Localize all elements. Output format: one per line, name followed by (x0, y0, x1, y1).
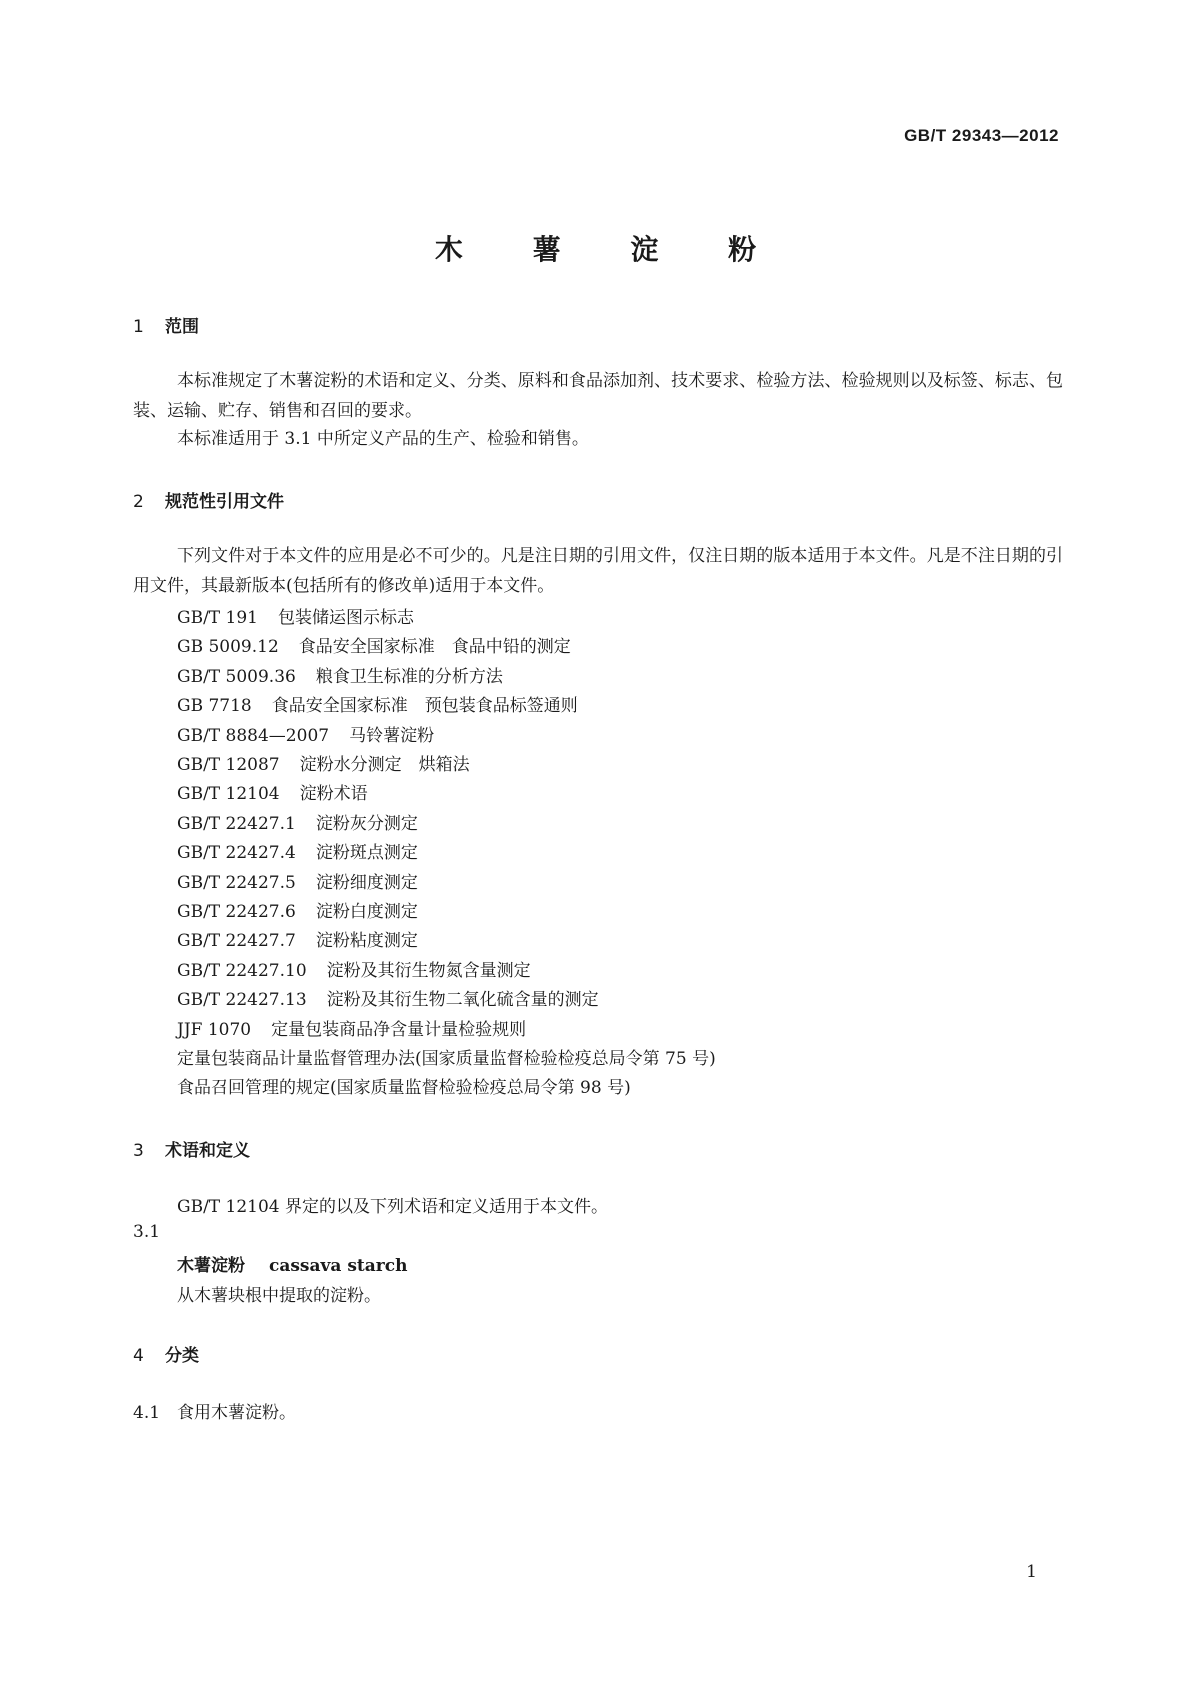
section-title: 分类 (165, 1346, 199, 1366)
reference-item (177, 897, 418, 922)
reference-title: 淀粉及其衍生物氮含量测定 (326, 961, 531, 981)
reference-item (177, 926, 418, 951)
reference-item (177, 779, 368, 804)
normative-intro: 下列文件对于本文件的应用是必不可少的。凡是注日期的引用文件，仅注日期的版本适用于本文件。凡是不注日期的引用文件，其最新版本(包括所有的修改单)适用于本文件。 (133, 546, 1063, 596)
standard-number: GB/T 29343—2012 (904, 126, 1059, 145)
reference-code: GB/T 22427.5 (177, 873, 296, 893)
reference-item (177, 809, 418, 834)
term-chinese: 木薯淀粉 (177, 1256, 245, 1276)
reference-code: GB/T 12104 (177, 784, 280, 804)
section-number: 1 (133, 317, 144, 337)
reference-code: GB/T 191 (177, 608, 258, 628)
section-number: 4 (133, 1346, 144, 1366)
reference-code: JJF 1070 (177, 1020, 252, 1040)
reference-item (177, 1015, 526, 1040)
reference-title: 淀粉斑点测定 (315, 843, 418, 863)
term-entry (177, 1251, 407, 1276)
reference-title: 淀粉灰分测定 (315, 814, 418, 834)
reference-title: 定量包装商品净含量计量检验规则 (271, 1020, 527, 1040)
reference-title: 淀粉粘度测定 (315, 931, 418, 951)
section-title: 范围 (165, 317, 199, 337)
subclause-text: 食用木薯淀粉。 (177, 1403, 296, 1423)
terms-intro: GB/T 12104 界定的以及下列术语和定义适用于本文件。 (177, 1197, 609, 1217)
reference-code: GB/T 8884—2007 (177, 726, 330, 746)
reference-code: GB/T 22427.1 (177, 814, 296, 834)
section-2-heading (133, 487, 284, 512)
reference-title: 淀粉细度测定 (315, 873, 418, 893)
reference-regulation-2: 食品召回管理的规定(国家质量监督检验检疫总局令第 98 号) (177, 1078, 631, 1098)
section-1-heading (133, 312, 199, 337)
reference-title: 淀粉及其衍生物二氧化硫含量的测定 (326, 990, 599, 1010)
reference-code: GB/T 22427.4 (177, 843, 296, 863)
reference-title: 食品安全国家标准 预包装食品标签通则 (271, 696, 578, 716)
reference-code: GB/T 22427.7 (177, 931, 296, 951)
subclause-4-1 (133, 1398, 296, 1423)
reference-code: GB 7718 (177, 696, 252, 716)
reference-title: 淀粉术语 (299, 784, 368, 804)
document-title: 木 薯 淀 粉 (434, 233, 787, 266)
reference-code: GB/T 12087 (177, 755, 280, 775)
scope-paragraph-1: 本标准规定了木薯淀粉的术语和定义、分类、原料和食品添加剂、技术要求、检验方法、检验规则以及标签、标志、包装、运输、贮存、销售和召回的要求。 (133, 371, 1063, 421)
reference-item (177, 721, 434, 746)
reference-item (177, 662, 503, 687)
reference-item (177, 632, 571, 657)
reference-item (177, 691, 578, 716)
reference-title: 淀粉白度测定 (315, 902, 418, 922)
reference-code: GB/T 22427.6 (177, 902, 296, 922)
term-english: cassava starch (269, 1256, 408, 1276)
section-title: 规范性引用文件 (165, 492, 284, 512)
reference-item (177, 603, 414, 628)
reference-code: GB 5009.12 (177, 637, 279, 657)
reference-title: 淀粉水分测定 烘箱法 (299, 755, 470, 775)
reference-item (177, 868, 418, 893)
section-number: 3 (133, 1141, 144, 1161)
reference-title: 粮食卫生标准的分析方法 (315, 667, 503, 687)
reference-title: 食品安全国家标准 食品中铅的测定 (298, 637, 571, 657)
section-title: 术语和定义 (165, 1141, 250, 1161)
definition-number: 3.1 (133, 1222, 161, 1242)
reference-item (177, 956, 531, 981)
reference-item (177, 750, 470, 775)
scope-paragraph-2: 本标准适用于 3.1 中所定义产品的生产、检验和销售。 (177, 429, 589, 449)
subclause-number: 4.1 (133, 1403, 161, 1423)
reference-code: GB/T 22427.10 (177, 961, 307, 981)
reference-regulation-1: 定量包装商品计量监督管理办法(国家质量监督检验检疫总局令第 75 号) (177, 1049, 716, 1069)
reference-code: GB/T 22427.13 (177, 990, 307, 1010)
reference-title: 马铃薯淀粉 (349, 726, 435, 746)
reference-item (177, 838, 418, 863)
section-4-heading (133, 1341, 199, 1366)
reference-item (177, 985, 599, 1010)
page-number: 1 (1026, 1562, 1037, 1582)
section-number: 2 (133, 492, 144, 512)
reference-title: 包装储运图示标志 (278, 608, 414, 628)
section-3-heading (133, 1136, 250, 1161)
term-definition: 从木薯块根中提取的淀粉。 (177, 1286, 381, 1306)
reference-code: GB/T 5009.36 (177, 667, 296, 687)
